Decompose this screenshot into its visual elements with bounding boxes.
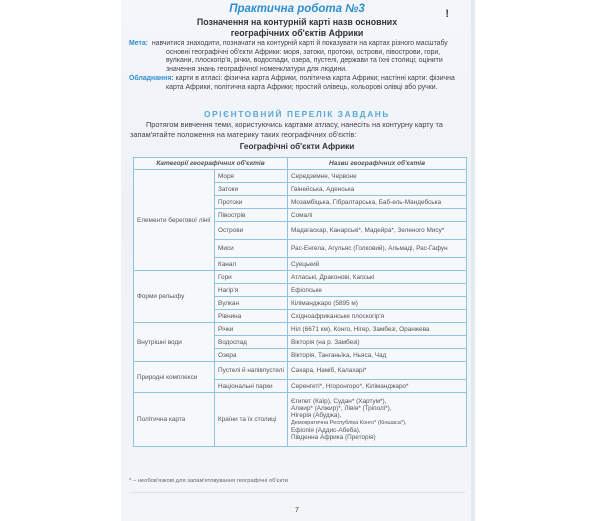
exclamation-icon: ! [445,8,449,20]
subtitle-line-1: Позначення на контурній карті назв основних [196,17,398,27]
table-title: Географічні об'єкти Африки [239,142,355,151]
subtitle-line-2: географічних об'єктів Африки [230,28,364,38]
equipment-text: карти в атласі: фізична карта Африки, політична карта Африки; настінні карти: фізична карта Африки, політична карта Африки; простий олівець, кольорові олівці або ручки. [166,75,455,91]
names-cell: Ніл (6671 км), Конго, Нігер, Замбезі, Оранжева [288,323,467,336]
goal-label: Мета: [129,40,148,47]
type-cell: Національні парки [215,380,288,393]
category-cell: Елементи берегової лінії [134,170,215,271]
type-cell: Рівнина [215,310,288,323]
work-subtitle [121,17,473,39]
type-cell: Країни та їх столиці [215,393,288,447]
section-heading: ОРІЄНТОВНИЙ ПЕРЕЛІК ЗАВДАНЬ [204,109,390,119]
names-cell [288,393,467,447]
names-cell: Серенгеті*, Нгоронгоро*, Кіліманджаро* [288,380,467,393]
type-cell: Протоки [215,196,288,209]
type-cell: Нагір'я [215,284,288,297]
type-cell: Моря [215,170,288,183]
country-line: Єгипет (Каїр), Судан* (Хартум*), [291,397,387,405]
category-cell: Форми рельєфу [134,271,215,323]
table-header-categories: Категорії географічних об'єктів [134,158,288,170]
type-cell: Миси [215,240,288,258]
country-line: Нігерія (Абуджа), [291,412,342,420]
equipment-label: Обладнання: [129,75,174,82]
names-cell: Сомалі [288,209,467,222]
names-cell: Мадагаскар, Канарські*, Мадейра*, Зеленого Мису* [288,222,467,240]
country-line: Алжир* (Алжир)*, Лівія* (Тріполі*), [291,404,392,412]
page-number: 7 [295,507,299,514]
names-cell: Вікторія (на р. Замбезі) [288,336,467,349]
table-row [134,323,467,336]
type-cell: Водоспад [215,336,288,349]
table-row [134,271,467,284]
type-cell: Озера [215,349,288,362]
type-cell: Канал [215,258,288,271]
country-line: Демократична Республіка Конго* (Кіншаса*), [291,419,407,426]
category-cell: Політична карта [134,393,215,447]
table-row [134,393,467,447]
names-cell: Суецький [288,258,467,271]
type-cell: Півострів [215,209,288,222]
names-cell: Сахара, Наміб, Калахарі* [288,362,467,380]
country-line: Ефіопія (Аддис-Абеба), [291,426,361,434]
names-cell: Гвінейська, Аденська [288,183,467,196]
page-title: Практична робота №3 [229,3,365,15]
type-cell: Гори [215,271,288,284]
names-cell: Рас-Енгела, Агульяс (Голковий), Альмаді, Рас-Гафун [288,240,467,258]
type-cell: Річки [215,323,288,336]
names-cell: Ефіопське [288,284,467,297]
names-cell: Східноафриканське плоскогір'я [288,310,467,323]
intro-paragraph: Протягом вивчення теми, користуючись картами атласу, нанесіть на контурну карту та запам'ятайте положення на материку таких географічних об'єктів: [130,120,443,139]
textbook-page [121,0,473,521]
category-cell: Внутрішні води [134,323,215,362]
type-cell: Острови [215,222,288,240]
names-cell: Мозамбіцька, Гібралтарська, Баб-ель-Мандебська [288,196,467,209]
divider [129,492,465,493]
names-cell: Середземне, Червоне [288,170,467,183]
table-header-names: Назви географічних об'єктів [288,158,467,170]
goal-block [129,40,465,75]
names-cell: Вікторія, Танганьїка, Ньяса, Чад [288,349,467,362]
page-edge [471,0,475,521]
type-cell: Затоки [215,183,288,196]
country-line: Південна Африка (Преторія) [291,434,376,442]
table-row [134,170,467,183]
type-cell: Вулкан [215,297,288,310]
geo-objects-table [133,157,467,447]
footnote: * – необов'язкові для запам'ятовування географічні об'єкти [129,478,289,484]
category-cell: Природні комплекси [134,362,215,393]
type-cell: Пустелі й напівпустелі [215,362,288,380]
names-cell: Атлаські, Драконові, Капські [288,271,467,284]
table-row [134,362,467,380]
goal-text: навчитися знаходити, позначати на контурній карті й показувати на картах різного масштабу основні географічні об'єкти Африки: моря, затоки, протоки, острови, півострови, гори, вулкани, плоскогір'я, річки, водоспади, озера, пустелі, держави та їхні столиці; оцінити значення знань географічної номенклатури для людини. [151,40,448,74]
names-cell: Кіліманджаро (5895 м) [288,297,467,310]
equipment-block [129,75,465,92]
